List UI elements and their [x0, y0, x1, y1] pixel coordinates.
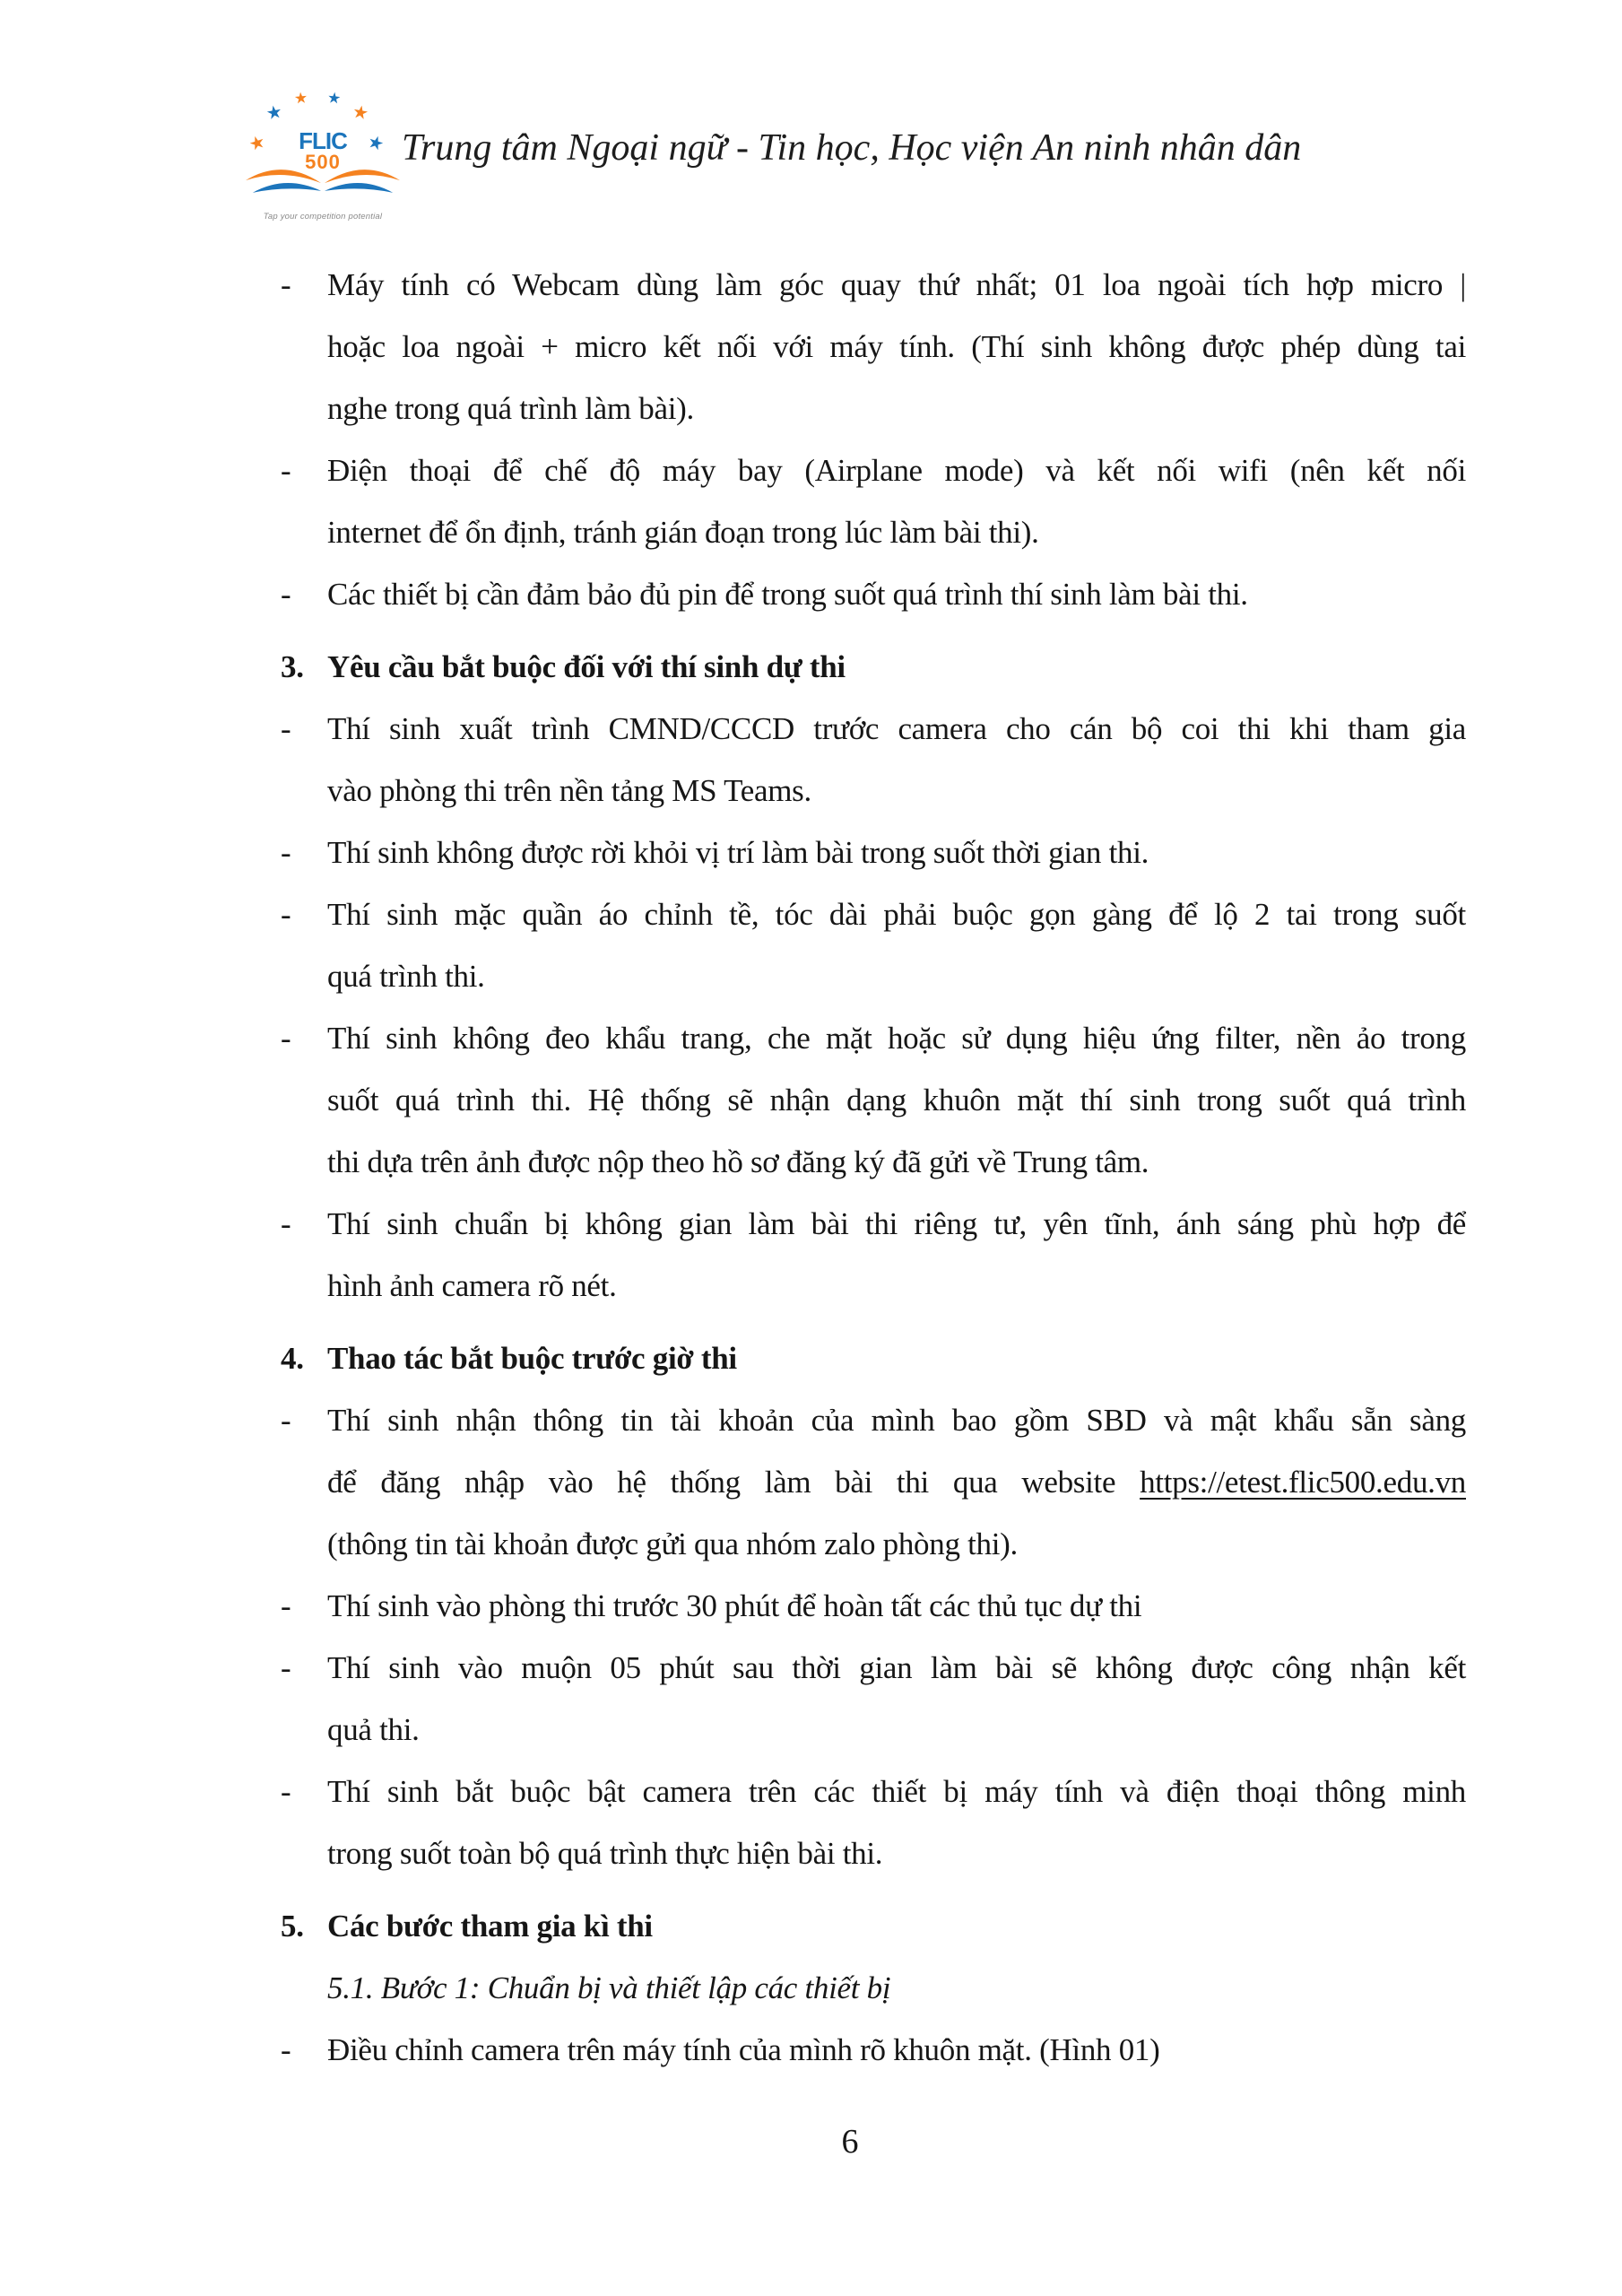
- paragraph-line: Điều chỉnh camera trên máy tính của mình rõ khuôn mặt. (Hình 01): [327, 2032, 1160, 2067]
- logo-tagline: Tap your competition potential: [263, 212, 383, 222]
- star-icon: ★: [326, 89, 343, 108]
- bullet-marker: -: [281, 1021, 291, 1056]
- open-book-icon: [244, 165, 402, 206]
- bullet-item: [281, 1389, 1466, 1575]
- star-icon: ★: [293, 89, 309, 108]
- star-icon: ★: [351, 101, 370, 125]
- heading-text: Thao tác bắt buộc trước giờ thi: [327, 1341, 737, 1376]
- bullet-marker: -: [281, 453, 291, 488]
- paragraph-line: Thí sinh nhận thông tin tài khoản của mình bao gồm SBD và mật khẩu sẵn sàng: [327, 1403, 1466, 1438]
- heading-number: 5.: [281, 1909, 304, 1944]
- paragraph-line: quá trình thi.: [327, 959, 485, 994]
- paragraph-line: Thí sinh vào muộn 05 phút sau thời gian làm bài sẽ không được công nhận kết: [327, 1650, 1466, 1685]
- paragraph-line: hình ảnh camera rõ nét.: [327, 1268, 617, 1303]
- bullet-item: [281, 883, 1466, 1007]
- bullet-marker: -: [281, 897, 291, 932]
- subheading-text: 5.1. Bước 1: Chuẩn bị và thiết lập các thiết bị: [327, 1970, 891, 2005]
- bullet-item: [281, 1575, 1466, 1637]
- logo-wordmark: FLIC: [299, 127, 347, 154]
- paragraph-line: suốt quá trình thi. Hệ thống sẽ nhận dạng khuôn mặt thí sinh trong suốt quá trình: [327, 1083, 1466, 1118]
- paragraph-line: Thí sinh vào phòng thi trước 30 phút để hoàn tất các thủ tục dự thi: [327, 1588, 1142, 1623]
- heading-text: Các bước tham gia kì thi: [327, 1909, 653, 1944]
- heading-number: 4.: [281, 1341, 304, 1376]
- paragraph-line: thi dựa trên ảnh được nộp theo hồ sơ đăng ký đã gửi về Trung tâm.: [327, 1144, 1149, 1179]
- bullet-item: [281, 1637, 1466, 1761]
- paragraph-line: [327, 1451, 1466, 1513]
- paragraph-line: nghe trong quá trình làm bài).: [327, 391, 694, 426]
- paragraph-line: Thí sinh chuẩn bị không gian làm bài thi riêng tư, yên tĩnh, ánh sáng phù hợp để: [327, 1206, 1466, 1241]
- bullet-item: [281, 698, 1466, 822]
- link-line-text: để đăng nhập vào hệ thống làm bài thi qua website: [327, 1465, 1116, 1500]
- flic500-logo: [242, 90, 403, 226]
- section-heading: [281, 1327, 1466, 1389]
- paragraph-line: (thông tin tài khoản được gửi qua nhóm zalo phòng thi).: [327, 1526, 1018, 1561]
- paragraph-line: internet để ổn định, tránh gián đoạn trong lúc làm bài thi).: [327, 515, 1039, 550]
- bullet-item: [281, 439, 1466, 563]
- bullet-item: [281, 2019, 1466, 2081]
- bullet-marker: -: [281, 711, 291, 746]
- bullet-marker: -: [281, 2032, 291, 2067]
- paragraph-line: vào phòng thi trên nền tảng MS Teams.: [327, 773, 811, 808]
- section-heading: [281, 636, 1466, 698]
- heading-number: 3.: [281, 649, 304, 684]
- paragraph-line: Thí sinh xuất trình CMND/CCCD trước camera cho cán bộ coi thi khi tham gia: [327, 711, 1466, 746]
- paragraph-line: Thí sinh mặc quần áo chỉnh tề, tóc dài phải buộc gọn gàng để lộ 2 tai trong suốt: [327, 897, 1466, 932]
- bullet-marker: -: [281, 577, 291, 612]
- paragraph-line: Máy tính có Webcam dùng làm góc quay thứ nhất; 01 loa ngoài tích hợp micro |: [327, 267, 1466, 302]
- section-heading: [281, 1895, 1466, 1957]
- paragraph-line: Các thiết bị cần đảm bảo đủ pin để trong suốt quá trình thí sinh làm bài thi.: [327, 577, 1248, 612]
- paragraph-line: quả thi.: [327, 1712, 420, 1747]
- sub-heading: [281, 1957, 1466, 2019]
- bullet-item: [281, 822, 1466, 883]
- paragraph-line: Thí sinh không được rời khỏi vị trí làm bài trong suốt thời gian thi.: [327, 835, 1149, 870]
- bullet-marker: -: [281, 1403, 291, 1438]
- logo-number: 500: [305, 151, 341, 173]
- bullet-item: [281, 1007, 1466, 1193]
- bullet-item: [281, 1761, 1466, 1884]
- bullet-marker: -: [281, 1650, 291, 1685]
- page-title: Trung tâm Ngoại ngữ - Tin học, Học viện An ninh nhân dân: [402, 127, 1302, 169]
- paragraph-line: Thí sinh không đeo khẩu trang, che mặt hoặc sử dụng hiệu ứng filter, nền ảo trong: [327, 1021, 1466, 1056]
- bullet-marker: -: [281, 1206, 291, 1241]
- paragraph-line: hoặc loa ngoài + micro kết nối với máy tính. (Thí sinh không được phép dùng tai: [327, 329, 1466, 364]
- star-icon: ★: [247, 131, 268, 156]
- bullet-item: [281, 563, 1466, 625]
- heading-text: Yêu cầu bắt buộc đối với thí sinh dự thi: [327, 649, 846, 684]
- bullet-marker: -: [281, 1588, 291, 1623]
- paragraph-line: Điện thoại để chế độ máy bay (Airplane mode) và kết nối wifi (nên kết nối: [327, 453, 1466, 488]
- paragraph-line: trong suốt toàn bộ quá trình thực hiện bài thi.: [327, 1836, 883, 1871]
- paragraph-line: Thí sinh bắt buộc bật camera trên các thiết bị máy tính và điện thoại thông minh: [327, 1774, 1466, 1809]
- bullet-marker: -: [281, 267, 291, 302]
- bullet-item: [281, 254, 1466, 439]
- bullet-marker: -: [281, 1774, 291, 1809]
- etest-website-link[interactable]: https://etest.flic500.edu.vn: [1140, 1465, 1466, 1500]
- bullet-marker: -: [281, 835, 291, 870]
- star-icon: ★: [265, 101, 284, 125]
- star-icon: ★: [365, 131, 386, 156]
- bullet-item: [281, 1193, 1466, 1317]
- page-number: 6: [841, 2123, 859, 2161]
- document-body: [281, 254, 1466, 2081]
